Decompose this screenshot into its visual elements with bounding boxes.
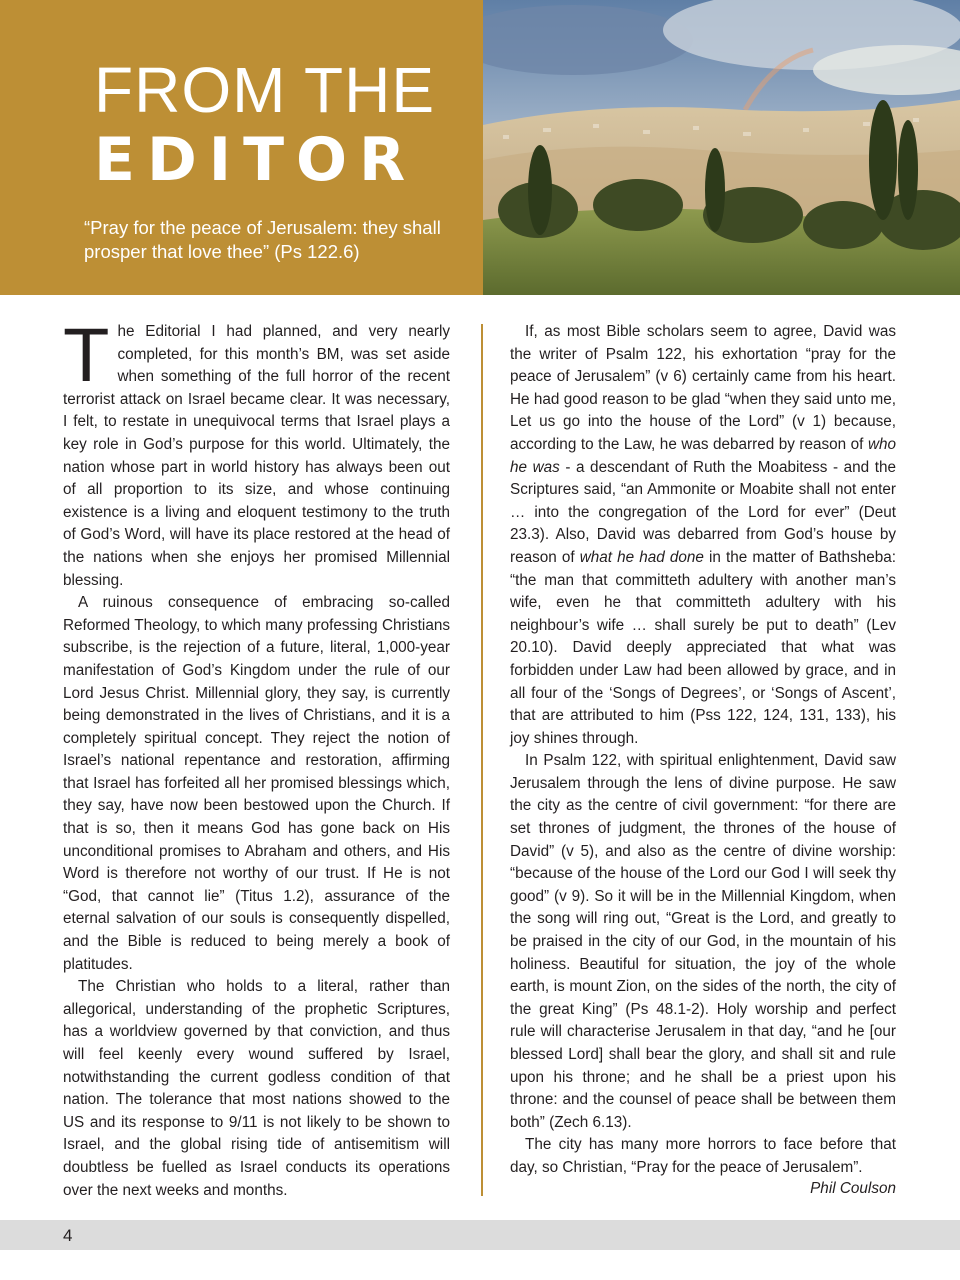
paragraph: The city has many more horrors to face before that day, so Christian, “Pray for the peace of Jerusalem”. <box>510 1136 896 1176</box>
paragraph: In Psalm 122, with spiritual enlightenment, David saw Jerusalem through the lens of divine purpose. He saw the city as the centre of civil government: “for there are set thrones of judgment, the thrones of the house of David” (v 5), and also as the centre of divine worship: “because of the house of the Lord our God I will seek thy good” (v 9). So it will be in the Millennial Kingdom, when the song will ring out, “Great is the Lord, and greatly to be praised in the city of our God, in the mountain of his holiness. Beautiful for situation, the joy of the whole earth, is mount Zion, on the sides of the north, the city of the great King” (Ps 48.1-2). Holy worship and perfect rule will characterise Jerusalem in that day, “and he [our blessed Lord] shall bear the glory, and shall sit and rule upon his throne; and he shall be a priest upon his throne: and the counsel of peace shall be between them both” (Zech 6.13). <box>510 752 896 1131</box>
article-column-right <box>510 321 896 1180</box>
page-number: 4 <box>63 1226 73 1245</box>
emphasis: what he had done <box>579 548 704 566</box>
title-line-2: EDITOR <box>94 125 418 195</box>
author-signature: Phil Coulson <box>810 1180 896 1197</box>
paragraph: A ruinous consequence of embracing so-called Reformed Theology, to which many professing Christians subscribe, is the rejection of a future, literal, 1,000-year manifestation of God’s Kingdom under the rule of our Lord Jesus Christ. Millennial glory, they say, is currently being demonstrated in the lives of Christians, and it is a completely spiritual concept. They reject the notion of Israel’s national repentance and restoration, affirming that Israel has forfeited all her promised blessings which, they say, have now been bestowed upon the Church. If that is so, then it means God has gone back on His unconditional promises to Abraham and others, and His Word is therefore not worthy of our trust. If He is not “God, that cannot lie” (Titus 1.2), assurance of the eternal salvation of our souls is consequently dispelled, and the Bible is reduced to being merely a book of platitudes. <box>63 594 450 973</box>
header-panel <box>0 0 483 295</box>
column-divider <box>481 324 483 1196</box>
paragraph-text: If, as most Bible scholars seem to agree, David was the writer of Psalm 122, his exhortation “pray for the peace of Jerusalem” (v 6) certainly came from his heart. He had good reason to be glad “when they said unto me, Let us go into the house of the Lord” (v 1) because, according to the Law, he was debarred by reason of <box>510 323 896 453</box>
paragraph: The Christian who holds to a literal, rather than allegorical, understanding of the prophetic Scriptures, has a worldview governed by that conviction, and thus will feel keenly every wound suffered by Israel, notwithstanding the current godless condition of that nation. The tolerance that most nations showed to the US and its response to 9/11 is not likely to be shown to Israel, and the global rising tide of antisemitism will doubtless be fuelled as Israel conducts its operations over the next weeks and months. <box>63 978 450 1199</box>
photo-illustration <box>483 0 960 295</box>
paragraph <box>63 313 450 592</box>
paragraph-text: - a descendant of Ruth the Moabitess - and the Scriptures said, “an Ammonite or Moabite shall not enter … into the congregation of the Lord for ever” (Deut 23.3). Also, David was debarred from God’s house by reason of <box>510 458 896 566</box>
article-column-left <box>63 313 450 1202</box>
jerusalem-landscape-photo <box>483 0 960 295</box>
emphasis: who he was <box>510 435 896 476</box>
paragraph-text: he Editorial I had planned, and very nearly completed, for this month’s BM, was set aside when something of the full horror of the recent terrorist attack on Israel became clear. It was necessary, I felt, to restate in unequivocal terms that Israel plays a key role in God’s purpose for this world. Ultimately, the nation whose part in world history has always been out of all proportion to its size, and whose continuing existence is a living and eloquent testimony to the truth of God’s Word, will have its place restored at the head of the nations when she enjoys her promised Millennial blessing. <box>63 323 450 589</box>
paragraph-text: in the matter of Bathsheba: “the man that committeth adultery with another man’s wife, even he that committeth adultery with his neighbour’s wife … shall surely be put to death” (Lev 20.10). David deeply appreciated that what was forbidden under Law had been allowed by grace, and in all four of the ‘Songs of Degrees’, or ‘Songs of Ascent’, that are attributed to him (Pss 122, 124, 131, 133), his joy shines through. <box>510 548 896 747</box>
drop-cap: T <box>63 313 110 398</box>
header-quote: “Pray for the peace of Jerusalem: they shall prosper that love thee” (Ps 122.6) <box>84 217 441 262</box>
paragraph <box>510 321 896 750</box>
footer-bar <box>0 1220 960 1250</box>
title-line-1: FROM THE <box>94 54 436 126</box>
